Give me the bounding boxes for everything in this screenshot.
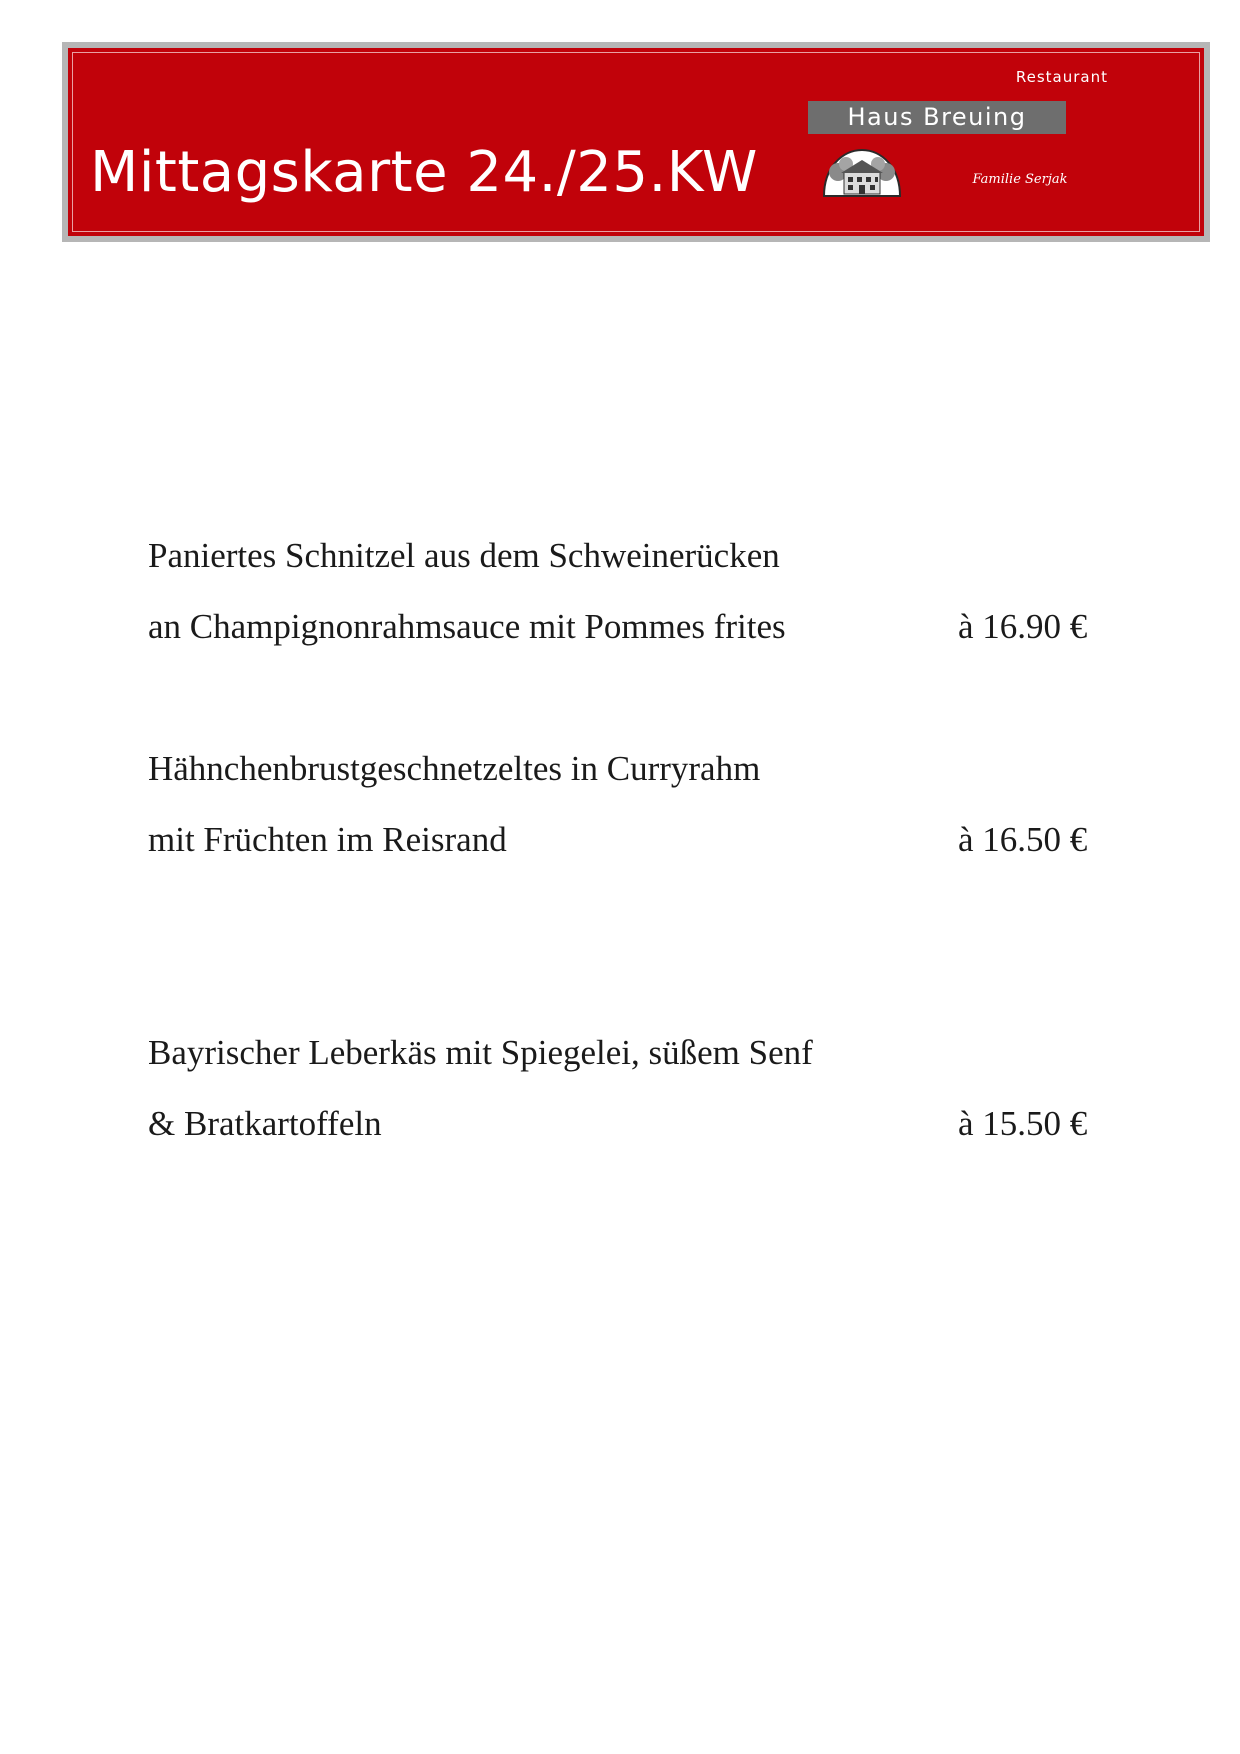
menu-item-price: à 15.50 € [958, 1104, 1088, 1143]
menu-item-line-1 [148, 530, 1108, 601]
menu-item-description: & Bratkartoffeln [148, 1104, 382, 1143]
menu-item-line-2 [148, 814, 1108, 885]
menu-spacer [148, 672, 1108, 743]
menu-item-line-1 [148, 743, 1108, 814]
logo-family-name: Familie Serjak [972, 172, 1068, 187]
menu-item [148, 1027, 1108, 1169]
menu-item-description: Paniertes Schnitzel aus dem Schweinerücken [148, 536, 780, 575]
menu-item [148, 743, 1108, 885]
logo-name-bar [808, 101, 1066, 134]
menu-spacer [148, 885, 1108, 1027]
menu-item-description: mit Früchten im Reisrand [148, 820, 507, 859]
logo-name: Haus Breuing [847, 103, 1027, 131]
menu-item-price: à 16.50 € [958, 820, 1088, 859]
menu-item-description: Hähnchenbrustgeschnetzeltes in Curryrahm [148, 749, 761, 788]
menu-item-description: an Champignonrahmsauce mit Pommes frites [148, 607, 786, 646]
menu-item-line-1 [148, 1027, 1108, 1098]
logo-restaurant-label [808, 68, 1108, 86]
header-banner [68, 48, 1204, 236]
menu-item-line-2 [148, 1098, 1108, 1169]
lunch-menu [148, 530, 1108, 1169]
menu-item-price: à 16.90 € [958, 607, 1088, 646]
logo-restaurant-text: Restaurant [1015, 68, 1108, 86]
menu-item-line-2 [148, 601, 1108, 672]
house-emblem-icon [820, 144, 904, 200]
menu-item [148, 530, 1108, 672]
header-banner-frame [62, 42, 1210, 242]
restaurant-logo [808, 62, 1128, 232]
page-title: Mittagskarte 24./25.KW [90, 140, 758, 205]
menu-item-description: Bayrischer Leberkäs mit Spiegelei, süßem Senf [148, 1033, 813, 1072]
